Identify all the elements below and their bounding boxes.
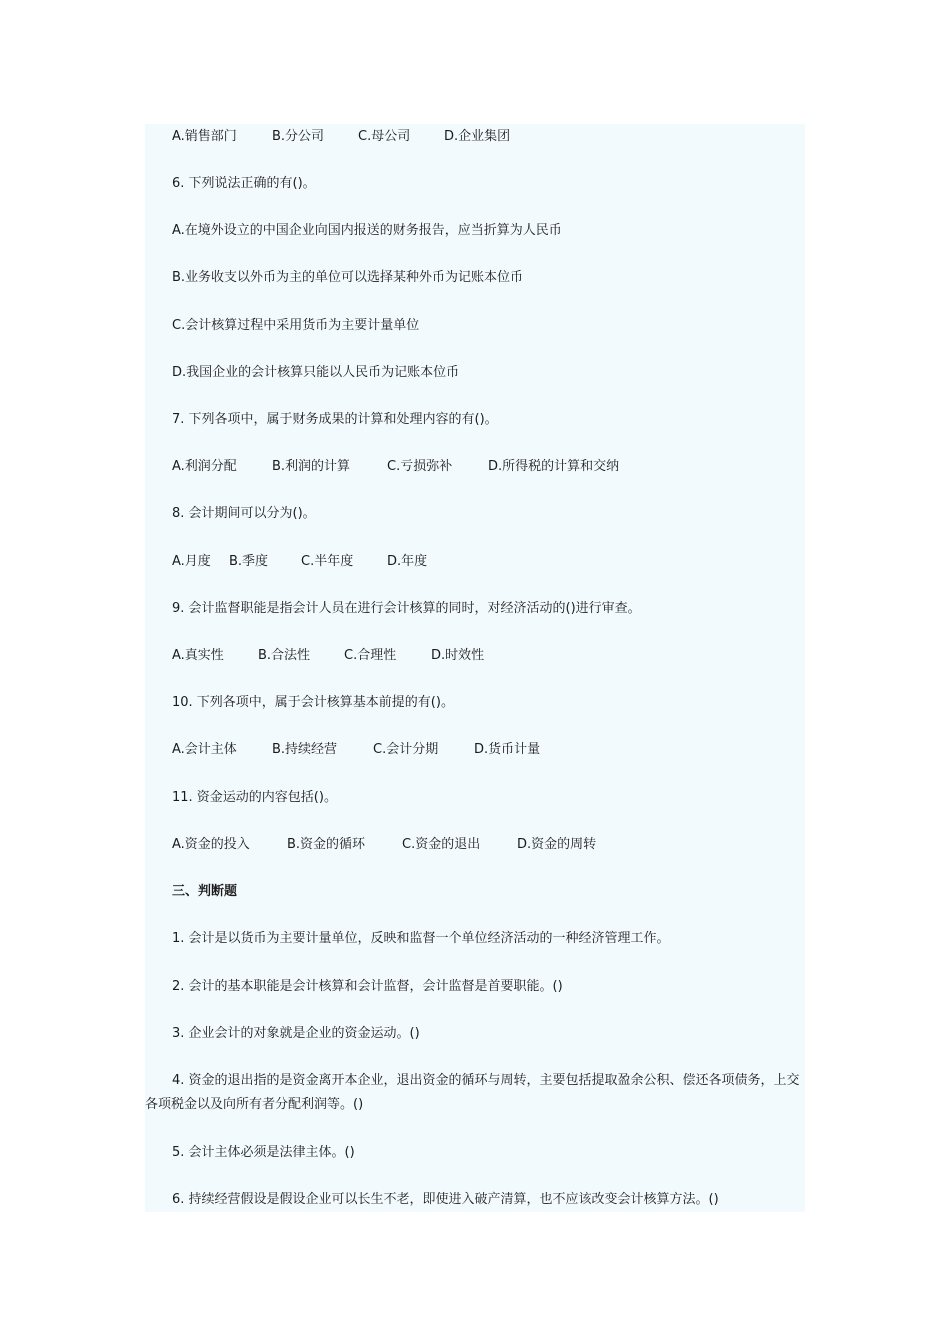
q8-option-a: A.月度 bbox=[172, 554, 211, 569]
q8-option-c: C.半年度 bbox=[301, 554, 354, 569]
q11-options bbox=[172, 835, 596, 855]
q11-option-b: B.资金的循环 bbox=[287, 837, 366, 852]
q7-options bbox=[172, 457, 619, 477]
q9-option-a: A.真实性 bbox=[172, 648, 224, 663]
q6-option-d: D.我国企业的会计核算只能以人民币为记账本位币 bbox=[172, 365, 460, 380]
q8-option-b: B.季度 bbox=[229, 554, 269, 569]
q5-option-a: A.销售部门 bbox=[172, 129, 237, 144]
q10-options bbox=[172, 740, 540, 760]
q10-option-d: D.货币计量 bbox=[474, 742, 541, 757]
q5-options bbox=[172, 127, 510, 147]
q7-stem: 7. 下列各项中，属于财务成果的计算和处理内容的有()。 bbox=[172, 412, 498, 427]
q10-option-a: A.会计主体 bbox=[172, 742, 237, 757]
q7-option-b: B.利润的计算 bbox=[272, 459, 351, 474]
q11-option-a: A.资金的投入 bbox=[172, 837, 250, 852]
q9-options bbox=[172, 646, 484, 666]
q10-stem: 10. 下列各项中，属于会计核算基本前提的有()。 bbox=[172, 695, 454, 710]
q7-option-a: A.利润分配 bbox=[172, 459, 237, 474]
q9-option-d: D.时效性 bbox=[431, 648, 485, 663]
judgment-5: 5. 会计主体必须是法律主体。() bbox=[172, 1145, 355, 1160]
q6-stem: 6. 下列说法正确的有()。 bbox=[172, 176, 316, 191]
q11-option-d: D.资金的周转 bbox=[517, 837, 597, 852]
q9-stem: 9. 会计监督职能是指会计人员在进行会计核算的同时，对经济活动的()进行审查。 bbox=[172, 601, 641, 616]
q10-option-c: C.会计分期 bbox=[373, 742, 439, 757]
q10-option-b: B.持续经营 bbox=[272, 742, 338, 757]
q6-option-a: A.在境外设立的中国企业向国内报送的财务报告，应当折算为人民币 bbox=[172, 223, 562, 238]
q6-option-b: B.业务收支以外币为主的单位可以选择某种外币为记账本位币 bbox=[172, 270, 524, 285]
q11-stem: 11. 资金运动的内容包括()。 bbox=[172, 790, 337, 805]
q5-option-c: C.母公司 bbox=[358, 129, 411, 144]
q6-option-c: C.会计核算过程中采用货币为主要计量单位 bbox=[172, 318, 420, 333]
section-title-true-false: 三、判断题 bbox=[172, 884, 238, 899]
q7-option-d: D.所得税的计算和交纳 bbox=[488, 459, 620, 474]
judgment-1: 1. 会计是以货币为主要计量单位，反映和监督一个单位经济活动的一种经济管理工作。 bbox=[172, 931, 670, 946]
q8-options bbox=[172, 552, 427, 572]
q11-option-c: C.资金的退出 bbox=[402, 837, 481, 852]
q9-option-b: B.合法性 bbox=[258, 648, 311, 663]
judgment-6: 6. 持续经营假设是假设企业可以长生不老，即使进入破产清算，也不应该改变会计核算方法。() bbox=[172, 1192, 719, 1207]
q8-stem: 8. 会计期间可以分为()。 bbox=[172, 506, 316, 521]
q5-option-b: B.分公司 bbox=[272, 129, 325, 144]
judgment-4: 4. 资金的退出指的是资金离开本企业，退出资金的循环与周转，主要包括提取盈余公积、偿还各项债务，上交各项税金以及向所有者分配利润等。() bbox=[145, 1073, 800, 1112]
q9-option-c: C.合理性 bbox=[344, 648, 397, 663]
judgment-2: 2. 会计的基本职能是会计核算和会计监督，会计监督是首要职能。() bbox=[172, 979, 563, 994]
q8-option-d: D.年度 bbox=[387, 554, 428, 569]
q5-option-d: D.企业集团 bbox=[444, 129, 511, 144]
judgment-3: 3. 企业会计的对象就是企业的资金运动。() bbox=[172, 1026, 420, 1041]
q7-option-c: C.亏损弥补 bbox=[387, 459, 453, 474]
